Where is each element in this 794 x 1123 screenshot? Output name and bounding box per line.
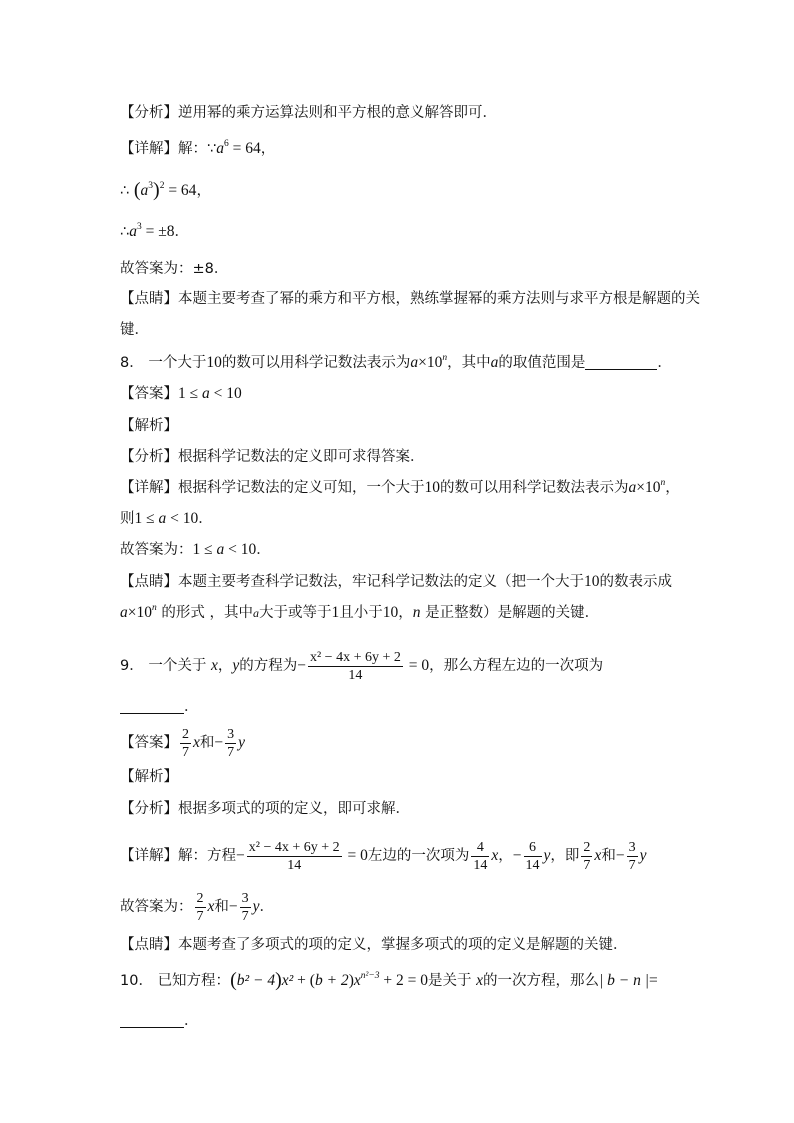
expr-b-plus-2: b + 2: [314, 972, 349, 989]
eq-0: = 0: [404, 657, 430, 674]
comment-text: 本题考查了多项式的项的定义，掌握多项式的项的定义是解题的关键．: [178, 937, 628, 953]
var-a: a: [216, 140, 224, 157]
fraction-numerator: x² − 4x + 6y + 2: [309, 649, 401, 665]
therefore-symbol: ∴: [120, 224, 130, 240]
comment-line: [120, 289, 700, 309]
eq-pm8: = ±8: [141, 223, 175, 240]
expr-x2: x²: [281, 972, 294, 989]
var-x: x: [193, 734, 200, 751]
fraction-denominator: 14: [287, 857, 302, 873]
var-a: a: [252, 606, 259, 620]
analysis-text: 根据多项式的项的定义，即可求解．: [178, 801, 410, 817]
plus-2-eq-0: + 2 = 0: [379, 972, 428, 989]
minus-sign: −: [236, 847, 245, 864]
comment-text-cont: 键．: [120, 322, 149, 338]
comment-text-6: ，: [398, 605, 413, 621]
answer-text-9: [120, 888, 274, 926]
var-x: x: [210, 657, 218, 674]
q8-text-5: ．: [657, 355, 672, 371]
q9-comma: ，: [217, 658, 233, 674]
exp-6: 6: [223, 139, 229, 149]
fraction-denominator: 7: [227, 744, 235, 760]
detail-text-2: 的数可以用科学记数法表示为: [440, 480, 629, 496]
paren-open: (: [133, 179, 141, 201]
paren-open: (: [230, 969, 237, 991]
var-x: x: [491, 847, 499, 864]
exp-n2-3: n²−3: [360, 971, 380, 981]
num-10: 10: [584, 573, 600, 590]
q9-text-2: 的方程为: [239, 658, 298, 674]
equals-sign: =: [648, 972, 658, 989]
explain-tag: 【解析】: [120, 769, 178, 785]
minus-sign: −: [512, 847, 522, 864]
num-10: 10: [382, 604, 399, 621]
detail-text-3: ，: [665, 480, 680, 496]
var-y: y: [232, 657, 240, 674]
comment-text-3: 的形式 ，其中: [161, 605, 253, 621]
le-1: 1 ≤: [134, 510, 159, 527]
detail-9: [120, 837, 646, 875]
paren-close: ): [275, 969, 282, 991]
times-10: ×10: [418, 354, 443, 371]
exp-n: n: [152, 603, 157, 613]
analysis-tag: 【分析】: [120, 105, 178, 121]
q8-text-2: 的数可以用科学记数法表示为: [221, 355, 411, 371]
q8-text-4: 的取值范围是: [498, 355, 586, 371]
fraction-denominator: 7: [628, 857, 636, 873]
num-10: 10: [206, 354, 222, 371]
var-n: n: [412, 604, 421, 621]
comment-text-2: 的数表示成: [599, 574, 672, 590]
eq-64: = 64: [164, 182, 197, 199]
var-y: y: [639, 847, 647, 864]
fraction-6-14: [524, 839, 542, 874]
var-a: a: [129, 223, 137, 240]
fraction-denominator: 14: [348, 667, 363, 683]
num-1: 1: [331, 604, 340, 621]
question-10-cont: [120, 1011, 199, 1031]
fraction-3-7: [225, 726, 236, 761]
fraction-denominator: 14: [525, 857, 540, 873]
times-10: ×10: [636, 479, 661, 496]
le-1: 1 ≤: [192, 541, 217, 558]
detail-text-2: 左边的一次项为: [367, 848, 470, 864]
answer-text: 故答案为：±8．: [120, 261, 229, 277]
fraction-equation: [247, 839, 342, 874]
analysis-text: 逆用幂的乘方运算法则和平方根的意义解答即可．: [178, 105, 497, 121]
fraction-numerator: 2: [583, 839, 591, 855]
detail-period: ．: [198, 511, 213, 527]
q10-text-2: 是关于: [428, 973, 477, 989]
var-y: y: [543, 847, 551, 864]
answer-period: ．: [256, 542, 271, 558]
detail-tag: 【详解】: [120, 141, 178, 157]
comment-tag: 【点睛】: [120, 574, 178, 590]
comment-8-cont: [120, 603, 599, 623]
var-a: a: [628, 479, 637, 496]
answer-8: [120, 384, 242, 404]
var-x: x: [207, 898, 215, 915]
var-a: a: [140, 182, 149, 199]
minus-sign: −: [615, 847, 625, 864]
var-x: x: [476, 972, 483, 989]
analysis-text: 根据科学记数法的定义即可求得答案．: [178, 449, 425, 465]
question-9: [120, 647, 603, 685]
therefore-tail: ，: [196, 183, 211, 199]
question-8: [120, 353, 672, 373]
var-a: a: [120, 604, 128, 621]
question-10: 10． 已知方程：$(b^2 - 4)x^2 + (b + 2)x^{n^2-3} + 2 = 0$是关于 x的一次方程，那么| b − n |=: [120, 969, 658, 991]
expr-b2-minus-4: b² − 4: [236, 972, 276, 989]
var-a: a: [490, 354, 499, 371]
detail-text-1: 根据科学记数法的定义可知，一个大于: [178, 480, 425, 496]
minus-sign: −: [214, 734, 224, 751]
fraction-denominator: 7: [182, 744, 189, 760]
q10-period: ．: [184, 1013, 199, 1029]
analysis-tag: 【分析】: [120, 801, 178, 817]
exp-2: 2: [159, 181, 165, 191]
therefore-tail: ．: [174, 224, 189, 240]
fraction-numerator: 3: [227, 726, 235, 742]
fraction-denominator: 7: [241, 908, 249, 924]
question-9-cont: [120, 697, 199, 717]
comment-text: 本题主要考查了幂的乘方和平方根，熟练掌握幂的乘方法则与求平方根是解题的关: [178, 291, 700, 307]
var-a: a: [158, 510, 167, 527]
exp-n: n: [442, 353, 448, 363]
fraction-numerator: 4: [471, 839, 489, 857]
answer-blank: [585, 355, 657, 370]
num-10: 10: [424, 479, 440, 496]
detail-text-3: ，即: [550, 848, 580, 864]
fraction-4-14: [471, 839, 489, 874]
explain-tag: 【解析】: [120, 418, 178, 434]
comment-tag: 【点睛】: [120, 937, 178, 953]
comment-9: [120, 935, 628, 955]
minus-sign: −: [228, 898, 238, 915]
answer-line: [120, 259, 228, 279]
var-y: y: [238, 734, 246, 751]
analysis-9: [120, 799, 410, 819]
detail-8: [120, 478, 680, 498]
comment-line-cont: [120, 320, 149, 340]
var-x: x: [353, 972, 361, 989]
exp-3: 3: [148, 181, 154, 191]
q8-text-3: ，其中: [447, 355, 491, 371]
comment-text-4: 大于或等于: [258, 605, 332, 621]
therefore-line-2: [120, 222, 189, 242]
answer-tag: 【答案】: [120, 735, 178, 751]
analysis-8: [120, 447, 425, 467]
var-y: y: [252, 898, 260, 915]
fraction-2-7: [195, 890, 206, 925]
and-word: 和: [199, 735, 215, 751]
var-a: a: [410, 354, 419, 371]
exp-3: 3: [136, 222, 142, 232]
q10-text-1: 已知方程：: [157, 973, 231, 989]
minus-sign: −: [297, 657, 306, 674]
analysis-line: [120, 103, 497, 123]
explain-9: [120, 767, 178, 787]
detail-text-1: 解：方程: [178, 848, 236, 864]
comment-tag: 【点睛】: [120, 291, 178, 307]
comment-text-5: 且小于: [339, 605, 383, 621]
lt-10: < 10: [166, 510, 199, 527]
le-1: 1 ≤: [178, 385, 203, 402]
q9-period: ．: [184, 699, 199, 715]
comment-8: [120, 572, 672, 592]
detail-then: 则: [120, 511, 135, 527]
fraction-numerator: 3: [241, 890, 249, 906]
comment-text-1: 本题主要考查科学记数法，牢记科学记数法的定义（把一个大于: [178, 574, 584, 590]
fraction-denominator: 7: [583, 857, 591, 873]
q8-text-1: 一个大于: [148, 355, 207, 371]
eq-0: = 0: [343, 847, 368, 864]
explain-8: [120, 416, 178, 436]
detail-comma: ，: [498, 848, 513, 864]
fraction-denominator: 7: [196, 908, 204, 924]
fraction-numerator: 3: [628, 839, 636, 855]
lt-10: < 10: [209, 385, 242, 402]
question-number: 10．: [120, 973, 153, 989]
answer-period: ．: [259, 899, 275, 915]
fraction-numerator: 2: [182, 726, 189, 742]
answer-9: [120, 724, 245, 762]
fraction-equation: [308, 649, 403, 684]
answer-prefix: 故答案为：: [120, 899, 193, 915]
var-a: a: [216, 541, 225, 558]
answer-prefix: 故答案为：: [120, 542, 193, 558]
comment-text-7: 是正整数）是解题的关键．: [425, 605, 600, 621]
and-word: 和: [601, 848, 616, 864]
abs-b-minus-n: | b − n |: [599, 972, 649, 989]
q9-text-3: ，那么方程左边的一次项为: [429, 658, 604, 674]
fraction-numerator: 2: [196, 890, 204, 906]
detail-8-cont: [120, 509, 213, 529]
exp-n: n: [660, 478, 666, 488]
answer-blank: [120, 1013, 184, 1028]
var-x: x: [594, 847, 602, 864]
q10-text-3: 的一次方程，那么: [483, 973, 599, 989]
fraction-3-7: [627, 839, 638, 874]
detail-tag: 【详解】: [120, 848, 178, 864]
var-a: a: [202, 385, 210, 402]
eq-64: = 64: [228, 140, 261, 157]
therefore-line-1: [120, 180, 211, 201]
fraction-denominator: 14: [473, 857, 488, 873]
analysis-tag: 【分析】: [120, 449, 178, 465]
detail-line: [120, 139, 275, 159]
fraction-2-7: [180, 726, 191, 761]
answer-text-8: [120, 540, 271, 560]
detail-tag: 【详解】: [120, 480, 178, 496]
lt-10: < 10: [224, 541, 257, 558]
times-10: ×10: [127, 604, 152, 621]
answer-blank: [120, 699, 184, 714]
detail-tail: ，: [260, 141, 276, 157]
detail-pre: 解：∵: [178, 141, 217, 157]
paren-close: ): [153, 179, 160, 201]
question-number: 8．: [120, 355, 144, 371]
therefore-symbol: ∴: [120, 183, 130, 199]
q9-text-1: 一个关于: [148, 658, 211, 674]
fraction-numerator: 6: [524, 839, 542, 857]
fraction-2-7: [581, 839, 592, 874]
fraction-3-7: [240, 890, 251, 925]
question-number: 9．: [120, 658, 144, 674]
fraction-numerator: x² − 4x + 6y + 2: [248, 839, 340, 855]
answer-tag: 【答案】: [120, 386, 178, 402]
and-word: 和: [214, 899, 229, 915]
